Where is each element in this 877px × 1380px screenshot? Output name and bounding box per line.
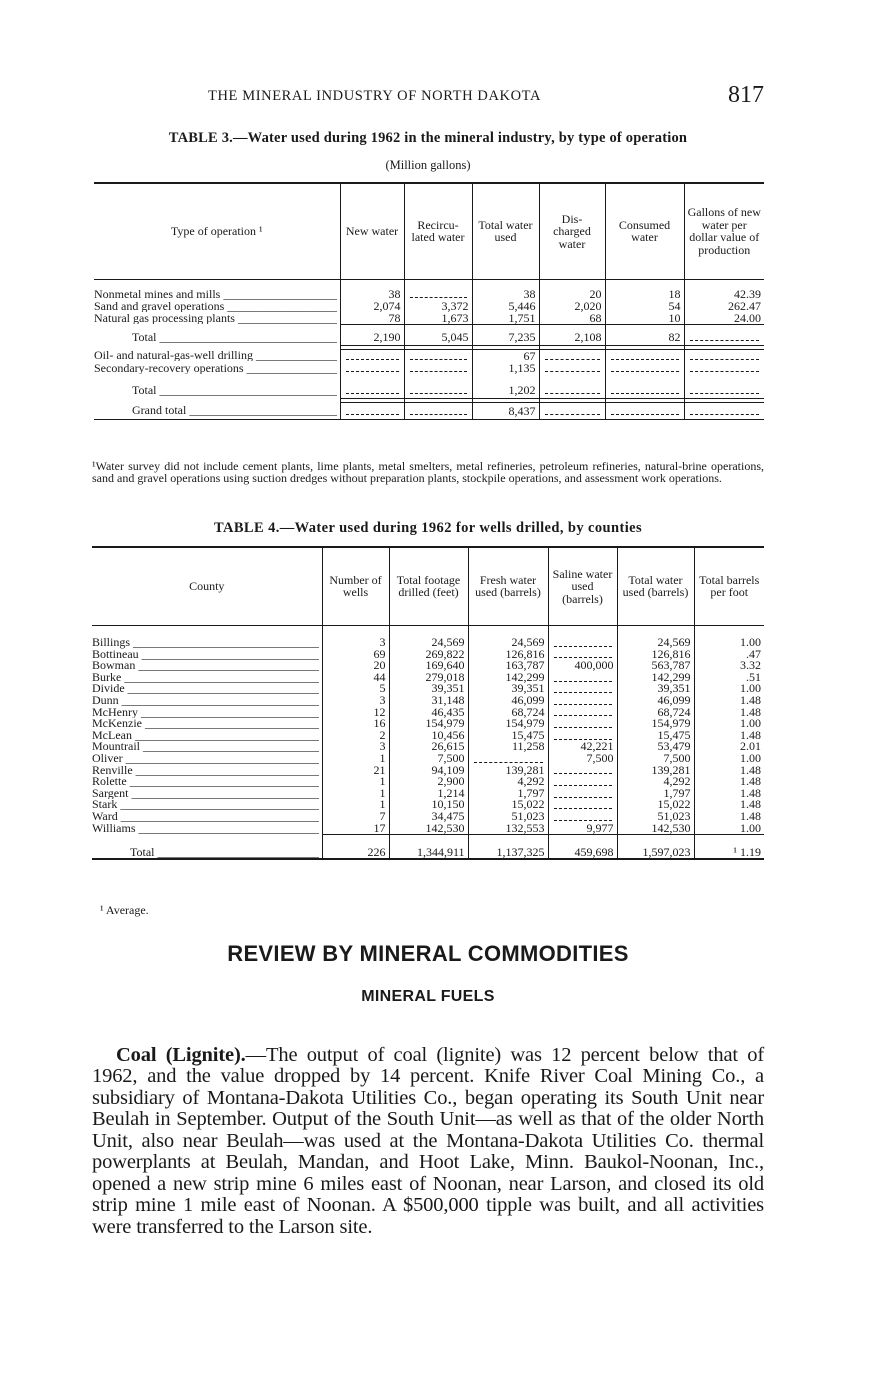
table-cell: 126,816: [617, 649, 694, 661]
table-cell: 38: [340, 288, 404, 300]
table-cell: [548, 799, 617, 811]
table-cell: [539, 382, 605, 399]
table4-body: [92, 625, 764, 859]
table-cell: 38: [472, 288, 539, 300]
spacer-cell: [548, 625, 617, 637]
table-row: [94, 382, 764, 399]
table-cell: 132,553: [468, 823, 548, 835]
table-cell: 1.48: [694, 695, 764, 707]
spacer-cell: [94, 374, 340, 382]
table-cell: 20: [322, 660, 389, 672]
table-cell: 1.48: [694, 765, 764, 777]
table4-header: Saline water used (barrels): [548, 547, 617, 625]
table-cell: 3.32: [694, 660, 764, 672]
row-label: Williams _____: [92, 823, 322, 835]
table3-subtitle: (Million gallons): [385, 158, 471, 172]
table-cell: 11,258: [468, 741, 548, 753]
section-heading-review: REVIEW BY MINERAL COMMODITIES: [227, 941, 629, 966]
spacer-cell: [539, 374, 605, 382]
table-cell: 126,816: [468, 649, 548, 661]
table-cell: [404, 349, 472, 362]
table-cell: 154,979: [468, 718, 548, 730]
body-paragraph: [92, 1045, 764, 1239]
table-cell: 1,673: [404, 312, 472, 325]
table-cell: 82: [605, 329, 684, 346]
table-cell: [684, 402, 764, 419]
table-cell: 2,108: [539, 329, 605, 346]
table-cell: 24,569: [389, 637, 468, 649]
table-row: [94, 288, 764, 300]
table-cell: 46,435: [389, 707, 468, 719]
table-cell: 24,569: [617, 637, 694, 649]
table-cell: 1: [322, 776, 389, 788]
row-label: Oliver _____: [92, 753, 322, 765]
table-cell: 1,135: [472, 362, 539, 374]
row-label: Ward _____: [92, 811, 322, 823]
table4-header-row: [92, 547, 764, 625]
table-cell: 7: [322, 811, 389, 823]
table-cell: 2,190: [340, 329, 404, 346]
table-cell: 1,137,325: [468, 847, 548, 860]
table-cell: 78: [340, 312, 404, 325]
table-cell: 7,500: [389, 753, 468, 765]
row-label: Total _____: [94, 329, 340, 346]
table-cell: 15,475: [468, 730, 548, 742]
table-row: [94, 300, 764, 312]
row-label: Sand and gravel operations _____: [94, 300, 340, 312]
table-cell: 142,530: [617, 823, 694, 835]
table-cell: [404, 288, 472, 300]
table-cell: [605, 349, 684, 362]
table-cell: [340, 349, 404, 362]
row-label: Bottineau _____: [92, 649, 322, 661]
row-label: McLean _____: [92, 730, 322, 742]
table-cell: 1,214: [389, 788, 468, 800]
table-cell: 279,018: [389, 672, 468, 684]
table3-header: Type of operation ¹: [170, 224, 263, 238]
row-label: Dunn _____: [92, 695, 322, 707]
rule-cell: [92, 835, 322, 847]
table-cell: 1,344,911: [389, 847, 468, 860]
table-row: [92, 847, 764, 860]
table-cell: 1.48: [694, 811, 764, 823]
table-cell: 269,822: [389, 649, 468, 661]
table-cell: 1,751: [472, 312, 539, 325]
table-cell: [548, 788, 617, 800]
table-cell: 2.01: [694, 741, 764, 753]
table-cell: [548, 637, 617, 649]
table-cell: 16: [322, 718, 389, 730]
table-cell: 31,148: [389, 695, 468, 707]
section-heading-fuels: MINERAL FUELS: [361, 988, 495, 1005]
table-cell: 8,437: [472, 402, 539, 419]
table-cell: 68,724: [468, 707, 548, 719]
table-cell: 17: [322, 823, 389, 835]
table3-title: TABLE 3.—Water used during 1962 in the mineral industry, by type of operation: [168, 130, 688, 146]
table-cell: 46,099: [468, 695, 548, 707]
table-cell: [404, 402, 472, 419]
paragraph-lead: Coal (Lignite).: [116, 1043, 246, 1066]
table-cell: 142,299: [468, 672, 548, 684]
table-cell: [548, 776, 617, 788]
table-cell: 142,530: [389, 823, 468, 835]
table-cell: 15,022: [468, 799, 548, 811]
table-cell: 10,150: [389, 799, 468, 811]
row-label: McKenzie _____: [92, 718, 322, 730]
table-cell: [605, 402, 684, 419]
table-cell: 563,787: [617, 660, 694, 672]
table-cell: .51: [694, 672, 764, 684]
table-cell: 1.00: [694, 683, 764, 695]
table-row: [94, 329, 764, 346]
table-cell: [340, 402, 404, 419]
table-cell: [340, 362, 404, 374]
table-cell: 1: [322, 799, 389, 811]
table3-header: Total water used: [472, 183, 539, 279]
table-cell: 1,797: [617, 788, 694, 800]
table-spacer: [94, 374, 764, 382]
table-cell: [404, 382, 472, 399]
running-head: [92, 84, 764, 114]
spacer-cell: [322, 625, 389, 637]
table-cell: [684, 362, 764, 374]
table-cell: 12: [322, 707, 389, 719]
table-cell: 44: [322, 672, 389, 684]
table-cell: 2: [322, 730, 389, 742]
table-cell: 139,281: [468, 765, 548, 777]
table4-header: Total footage drilled (feet): [389, 547, 468, 625]
table-cell: 7,500: [548, 753, 617, 765]
table-cell: [684, 329, 764, 346]
table-cell: 24,569: [468, 637, 548, 649]
table4-header: Number of wells: [322, 547, 389, 625]
table-cell: 42,221: [548, 741, 617, 753]
table4-header: Fresh water used (barrels): [468, 547, 548, 625]
table-cell: 226: [322, 847, 389, 860]
table-cell: 262.47: [684, 300, 764, 312]
table-cell: 1: [322, 788, 389, 800]
table-cell: [605, 362, 684, 374]
table3: [94, 182, 764, 420]
table-cell: 39,351: [468, 683, 548, 695]
table-cell: 1.48: [694, 799, 764, 811]
table-cell: 1,597,023: [617, 847, 694, 860]
table-cell: 51,023: [468, 811, 548, 823]
table-cell: 139,281: [617, 765, 694, 777]
table-cell: 15,475: [617, 730, 694, 742]
table-cell: 1.00: [694, 753, 764, 765]
table-cell: 1.00: [694, 718, 764, 730]
table-cell: 10: [605, 312, 684, 325]
table4-header: County: [189, 579, 225, 593]
row-label: Stark _____: [92, 799, 322, 811]
row-label: Total _____: [94, 382, 340, 399]
table4-header: Total water used (barrels): [617, 547, 694, 625]
table-cell: 18: [605, 288, 684, 300]
row-label: Natural gas processing plants _____: [94, 312, 340, 325]
table-cell: 4,292: [468, 776, 548, 788]
table-cell: 53,479: [617, 741, 694, 753]
table3-header: Recircu- lated water: [404, 183, 472, 279]
row-label: Grand total _____: [94, 402, 340, 419]
table-cell: [539, 402, 605, 419]
table-cell: [548, 683, 617, 695]
table-cell: [548, 707, 617, 719]
row-label: Oil- and natural-gas-well drilling _____: [94, 349, 340, 362]
row-label: Secondary-recovery operations _____: [94, 362, 340, 374]
table-cell: 7,500: [617, 753, 694, 765]
table-cell: 68: [539, 312, 605, 325]
table-cell: 459,698: [548, 847, 617, 860]
table-cell: 154,979: [389, 718, 468, 730]
row-label: Bowman _____: [92, 660, 322, 672]
table-row: [94, 349, 764, 362]
table-cell: 4,292: [617, 776, 694, 788]
table-cell: [340, 382, 404, 399]
table3-footnote: ¹Water survey did not include cement plants, lime plants, metal smelters, metal refineries, petroleum refineries, natural-brine operations, sand and gravel operations using suction dredges without preparation plants, stockpile operations, and assessment work operations.: [92, 459, 764, 485]
table3-header: Gallons of new water per dollar value of production: [684, 183, 764, 279]
table3-body: [94, 279, 764, 419]
row-label: Rolette _____: [92, 776, 322, 788]
table-cell: 42.39: [684, 288, 764, 300]
row-label: Nonmetal mines and mills _____: [94, 288, 340, 300]
table-cell: 7,235: [472, 329, 539, 346]
spacer-cell: [472, 374, 539, 382]
table-cell: 3: [322, 695, 389, 707]
table-cell: 5: [322, 683, 389, 695]
table-cell: [548, 695, 617, 707]
table-cell: 3: [322, 637, 389, 649]
table-cell: [548, 718, 617, 730]
running-title: THE MINERAL INDUSTRY OF NORTH DAKOTA: [208, 88, 542, 104]
spacer-cell: [404, 374, 472, 382]
table-cell: 34,475: [389, 811, 468, 823]
table-cell: 94,109: [389, 765, 468, 777]
row-label: Billings _____: [92, 637, 322, 649]
table-cell: ¹ 1.19: [694, 847, 764, 860]
table-cell: [605, 382, 684, 399]
table-cell: 26,615: [389, 741, 468, 753]
row-label: Renville _____: [92, 765, 322, 777]
table-cell: 1.00: [694, 823, 764, 835]
row-label: Burke _____: [92, 672, 322, 684]
table-cell: 24.00: [684, 312, 764, 325]
page-number: 817: [728, 82, 764, 108]
row-label: Divide _____: [92, 683, 322, 695]
table-cell: 2,900: [389, 776, 468, 788]
table-cell: 3: [322, 741, 389, 753]
table-cell: 1: [322, 753, 389, 765]
spacer-cell: [684, 374, 764, 382]
table-cell: [539, 349, 605, 362]
table-cell: [684, 382, 764, 399]
table4: [92, 546, 764, 860]
table-cell: 1.48: [694, 730, 764, 742]
row-label: Sargent _____: [92, 788, 322, 800]
table-cell: [684, 349, 764, 362]
table-cell: 1.00: [694, 637, 764, 649]
row-label: Mountrail _____: [92, 741, 322, 753]
table4-footnote: ¹ Average.: [100, 903, 149, 917]
table-cell: 5,045: [404, 329, 472, 346]
table-spacer: [94, 279, 764, 288]
table-row: [94, 402, 764, 419]
table-cell: 3,372: [404, 300, 472, 312]
table-cell: [539, 362, 605, 374]
table-cell: 9,977: [548, 823, 617, 835]
table-cell: 39,351: [389, 683, 468, 695]
table-cell: 46,099: [617, 695, 694, 707]
table3-header: New water: [340, 183, 404, 279]
table-cell: 163,787: [468, 660, 548, 672]
table3-header-row: [94, 183, 764, 279]
table-cell: 54: [605, 300, 684, 312]
row-label: Total _____: [92, 847, 322, 860]
table-cell: 142,299: [617, 672, 694, 684]
table-row: [94, 312, 764, 325]
table-cell: 67: [472, 349, 539, 362]
table-row: [92, 823, 764, 835]
table-cell: 68,724: [617, 707, 694, 719]
table-cell: [548, 672, 617, 684]
table-cell: 51,023: [617, 811, 694, 823]
table-cell: 2,074: [340, 300, 404, 312]
table3-header: Dis- charged water: [539, 183, 605, 279]
table-cell: [404, 362, 472, 374]
table-cell: 1,202: [472, 382, 539, 399]
table-cell: 400,000: [548, 660, 617, 672]
spacer-cell: [605, 374, 684, 382]
spacer-cell: [94, 279, 340, 288]
table-cell: 39,351: [617, 683, 694, 695]
table-cell: 154,979: [617, 718, 694, 730]
table-cell: 15,022: [617, 799, 694, 811]
table4-header: Total barrels per foot: [694, 547, 764, 625]
paragraph-text: —The output of coal (lignite) was 12 percent below that of 1962, and the value dropped by 14 percent. Knife River Coal Mining Co., a subsidiary of Montana-Dakota Utilities Co., began operating its South Unit near Beulah in September. Output of the South Unit—as well as that of the older North Unit, also near Beulah—was used at the Montana-Dakota Utilities Co. thermal powerplants at Beulah, Mandan, and Hoot Lake, Minn. Baukol-Noonan, Inc., opened a new strip mine 6 miles east of Noonan, near Larson, and closed its old strip mine 1 mile east of Noonan. A $500,000 tipple was built, and all activities were transferred to the Larson site.: [92, 1043, 765, 1238]
table-cell: 1,797: [468, 788, 548, 800]
spacer-cell: [92, 625, 322, 637]
table-cell: 20: [539, 288, 605, 300]
table-cell: 5,446: [472, 300, 539, 312]
row-label: McHenry _____: [92, 707, 322, 719]
table4-title: TABLE 4.—Water used during 1962 for wells drilled, by counties: [213, 520, 643, 536]
table-cell: [548, 765, 617, 777]
table-cell: 69: [322, 649, 389, 661]
table-cell: 10,456: [389, 730, 468, 742]
table-cell: .47: [694, 649, 764, 661]
table3-header: Consumed water: [605, 183, 684, 279]
table-row: [94, 362, 764, 374]
table-cell: 1.48: [694, 788, 764, 800]
table-cell: 1.48: [694, 776, 764, 788]
table-cell: 1.48: [694, 707, 764, 719]
table-cell: 2,020: [539, 300, 605, 312]
table-cell: 21: [322, 765, 389, 777]
spacer-cell: [404, 279, 472, 288]
spacer-cell: [340, 374, 404, 382]
table-cell: 169,640: [389, 660, 468, 672]
